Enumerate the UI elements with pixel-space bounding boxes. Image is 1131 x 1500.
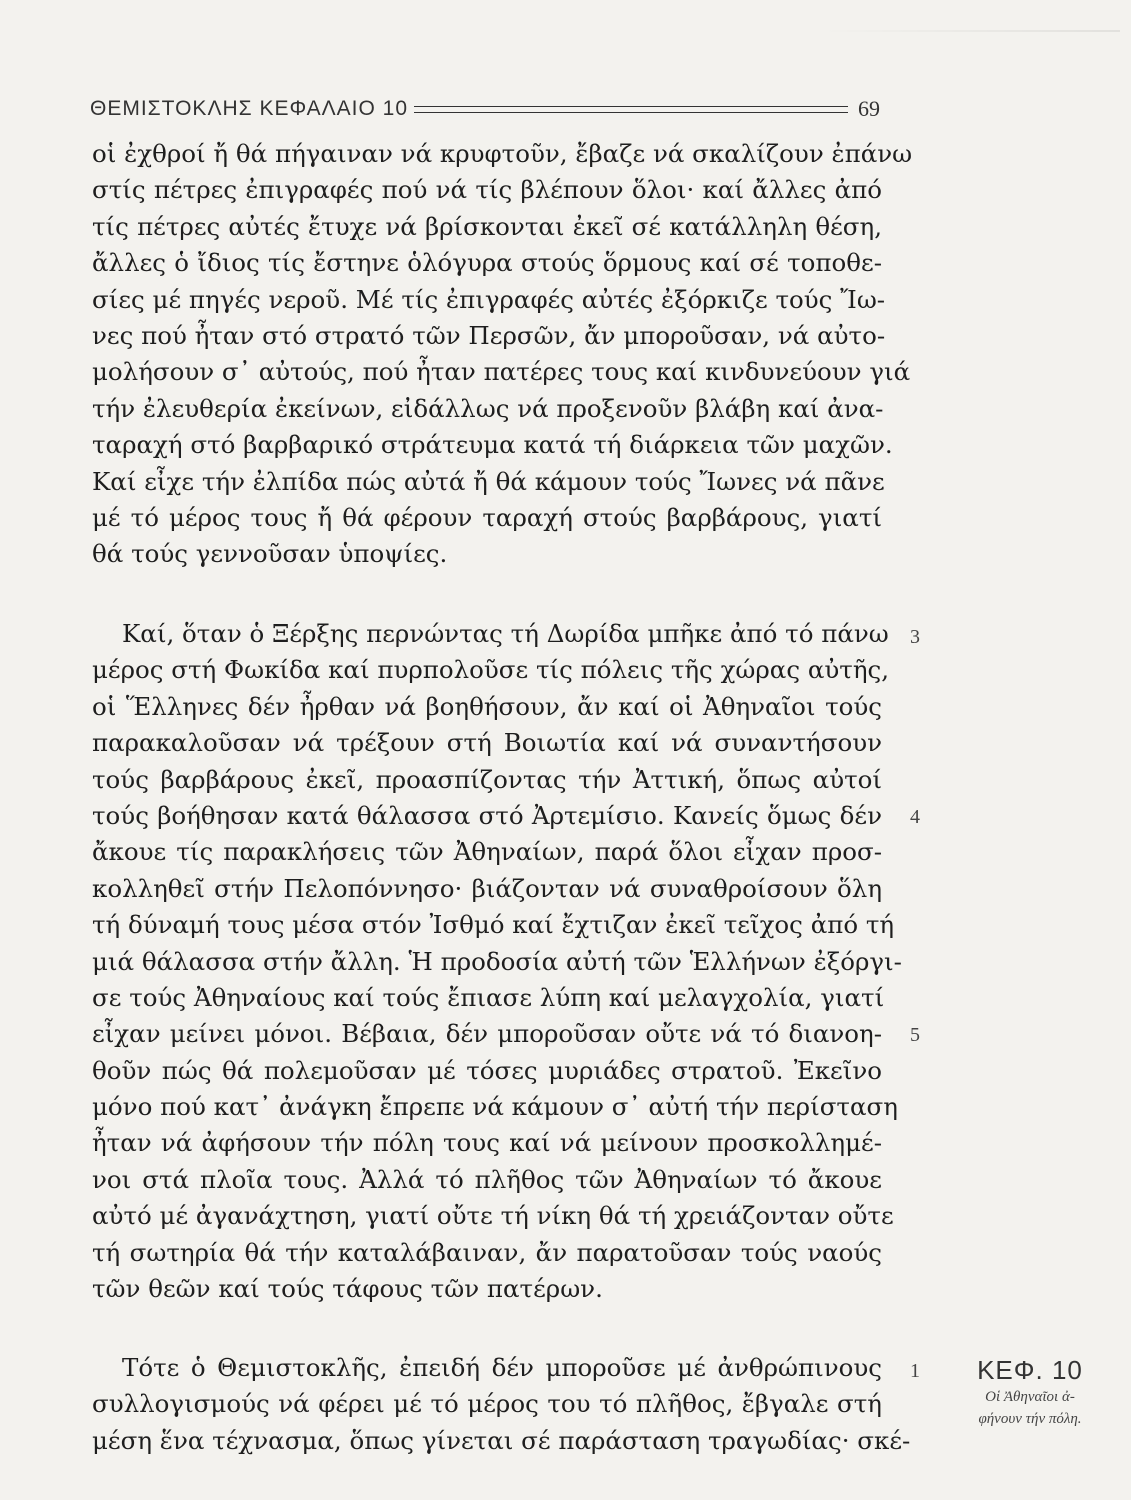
text-line: κολληθεῖ στήν Πελοπόννησο· βιάζονταν νά συναθροίσουν ὅλη bbox=[92, 873, 882, 903]
text-line: μόνο πού κατ᾽ ἀνάγκη ἔπρεπε νά κάμουν σ᾽ αὐτή τήν περίσταση bbox=[92, 1092, 898, 1122]
text-line: μέρος στή Φωκίδα καί πυρπολοῦσε τίς πόλεις τῆς χώρας αὐτῆς, bbox=[92, 655, 890, 685]
sidenote-text-line: φήνουν τήν πόλη. bbox=[978, 1411, 1082, 1427]
text-line: εἶχαν μείνει μόνοι. Βέβαια, δέν μποροῦσαν οὔτε νά τό διανοη- bbox=[92, 1019, 882, 1049]
text-line: μέ τό μέρος τους ἤ θά φέρουν ταραχή στούς βαρβάρους, γιατί bbox=[92, 502, 882, 532]
text-line: τή δύναμή τους μέσα στόν Ἰσθμό καί ἔχτιζαν ἐκεῖ τεῖχος ἀπό τή bbox=[92, 910, 895, 940]
text-line: μέση ἕνα τέχνασμα, ὅπως γίνεται σέ παράσταση τραγωδίας· σκέ- bbox=[92, 1425, 911, 1455]
text-line: αὐτό μέ ἀγανάχτηση, γιατί οὔτε τή νίκη θά τή χρειάζονταν οὔτε bbox=[92, 1201, 894, 1231]
text-line: ταραχή στό βαρβαρικό στράτευμα κατά τή διάρκεια τῶν μαχῶν. bbox=[92, 430, 893, 460]
running-title: ΘΕΜΙΣΤΟΚΛΗΣ ΚΕΦΑΛΑΙΟ 10 bbox=[90, 97, 409, 120]
text-line: νες πού ἦταν στό στρατό τῶν Περσῶν, ἄν μποροῦσαν, νά αὐτο- bbox=[92, 320, 886, 350]
text-line: τῶν θεῶν καί τούς τάφους τῶν πατέρων. bbox=[92, 1274, 603, 1304]
text-line: Καί εἶχε τήν ἐλπίδα πώς αὐτά ἤ θά κάμουν τούς Ἴωνες νά πᾶνε bbox=[92, 466, 885, 496]
text-line: νοι στά πλοῖα τους. Ἀλλά τό πλῆθος τῶν Ἀθηναίων τό ἄκουε bbox=[92, 1164, 882, 1194]
text-line: τούς βαρβάρους ἐκεῖ, προασπίζοντας τήν Ἀττική, ὅπως αὐτοί bbox=[92, 764, 882, 794]
chapter-sidenote bbox=[940, 1355, 1120, 1430]
text-line: τούς βοήθησαν κατά θάλασσα στό Ἀρτεμίσιο. Κανείς ὅμως δέν bbox=[92, 800, 882, 830]
text-line: θοῦν πώς θά πολεμοῦσαν μέ τόσες μυριάδες στρατοῦ. Ἐκεῖνο bbox=[92, 1055, 882, 1085]
text-line: σε τούς Ἀθηναίους καί τούς ἔπιασε λύπη καί μελαγχολία, γιατί bbox=[92, 982, 885, 1012]
text-line: θά τούς γεννοῦσαν ὑποψίες. bbox=[92, 539, 448, 569]
paragraph-3 bbox=[92, 1350, 911, 1459]
text-line: στίς πέτρες ἐπιγραφές πού νά τίς βλέπουν ὅλοι· καί ἄλλες ἀπό bbox=[92, 175, 882, 205]
running-header bbox=[90, 92, 880, 126]
text-line: ἄλλες ὁ ἴδιος τίς ἔστηνε ὁλόγυρα στούς ὅρμους καί σέ τοποθε- bbox=[92, 248, 882, 278]
margin-number: 5 bbox=[910, 1024, 920, 1046]
text-line: οἱ ἐχθροί ἤ θά πήγαιναν νά κρυφτοῦν, ἔβαζε νά σκαλίζουν ἐπάνω bbox=[92, 139, 913, 168]
text-line: ἄκουε τίς παρακλήσεις τῶν Ἀθηναίων, παρά ὅλοι εἶχαν προσ- bbox=[92, 837, 882, 867]
sidenote-title: ΚΕΦ. 10 bbox=[977, 1355, 1083, 1385]
margin-number: 1 bbox=[910, 1360, 920, 1382]
text-line: συλλογισμούς νά φέρει μέ τό μέρος του τό πλῆθος, ἔβγαλε στή bbox=[92, 1389, 882, 1419]
text-line: σίες μέ πηγές νεροῦ. Μέ τίς ἐπιγραφές αὐτές ἐξόρκιζε τούς Ἴω- bbox=[92, 284, 886, 314]
text-line: Καί, ὅταν ὁ Ξέρξης περνώντας τή Δωρίδα μπῆκε ἀπό τό πάνω bbox=[122, 619, 889, 648]
header-rule bbox=[414, 106, 848, 113]
margin-number: 4 bbox=[910, 806, 920, 828]
page-number: 69 bbox=[858, 96, 880, 121]
margin-number: 3 bbox=[910, 626, 920, 648]
text-line: τήν ἐλευθερία ἐκείνων, εἰδάλλως νά προξενοῦν βλάβη καί ἀνα- bbox=[92, 393, 884, 423]
text-line: μολήσουν σ᾽ αὐτούς, πού ἦταν πατέρες τους καί κινδυνεύουν γιά bbox=[92, 357, 911, 387]
text-line: τή σωτηρία θά τήν καταλάβαιναν, ἄν παρατοῦσαν τούς ναούς bbox=[92, 1237, 882, 1267]
text-line: μιά θάλασσα στήν ἄλλη. Ἡ προδοσία αὐτή τῶν Ἑλλήνων ἐξόργι- bbox=[92, 946, 902, 976]
scan-shadow bbox=[820, 30, 1120, 32]
text-line: τίς πέτρες αὐτές ἔτυχε νά βρίσκονται ἐκεῖ σέ κατάλληλη θέση, bbox=[92, 211, 882, 241]
text-line: οἱ Ἕλληνες δέν ἦρθαν νά βοηθήσουν, ἄν καί οἱ Ἀθηναῖοι τούς bbox=[92, 691, 882, 721]
text-line: ἦταν νά ἀφήσουν τήν πόλη τους καί νά μείνουν προσκολλημέ- bbox=[92, 1128, 882, 1158]
paragraph-1 bbox=[92, 136, 913, 573]
text-line: παρακαλοῦσαν νά τρέξουν στή Βοιωτία καί νά συναντήσουν bbox=[92, 728, 882, 758]
sidenote-text-line: Οἱ Ἀθηναῖοι ἀ- bbox=[985, 1389, 1075, 1405]
text-line: Τότε ὁ Θεμιστοκλῆς, ἐπειδή δέν μποροῦσε μέ ἀνθρώπινους bbox=[122, 1353, 882, 1382]
paragraph-2 bbox=[92, 616, 902, 1307]
